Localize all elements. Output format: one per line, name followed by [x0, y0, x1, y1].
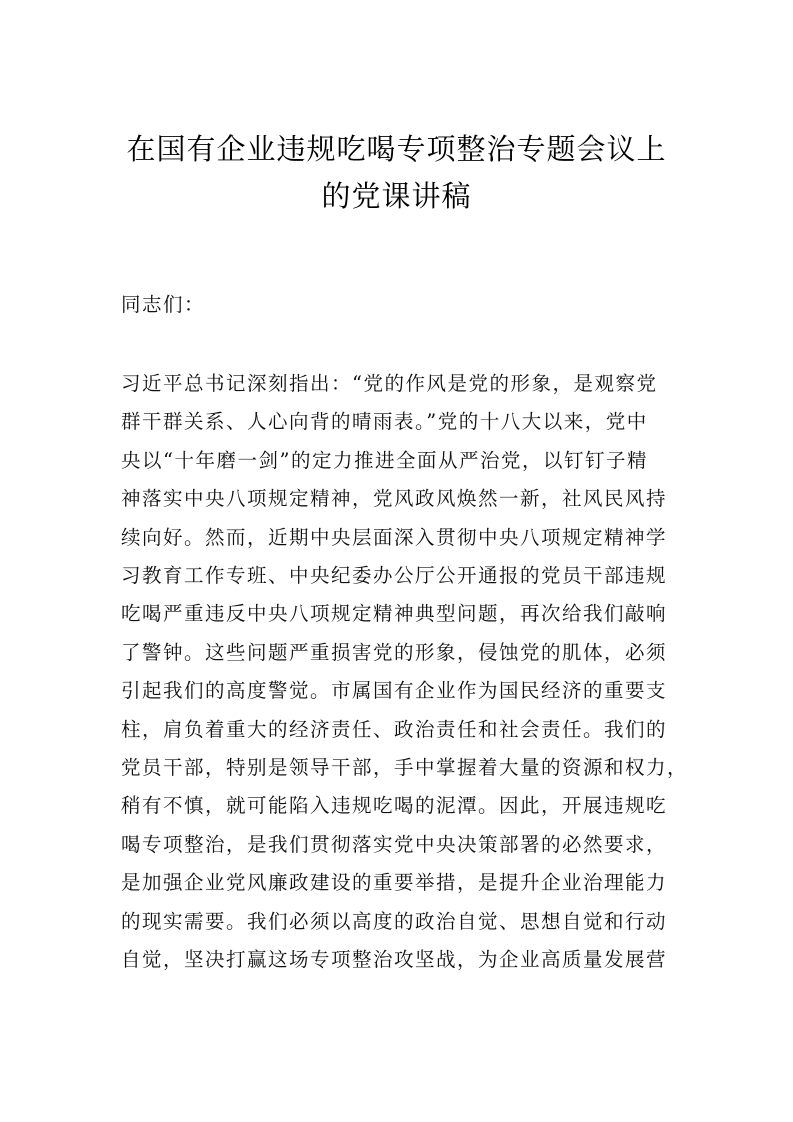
body-line: 稍有不慎，就可能陷入违规吃喝的泥潭。因此，开展违规吃: [121, 794, 668, 818]
body-line: 习近平总书记深刻指出：“党的作风是党的形象，是观察党: [121, 372, 658, 395]
body-line: 自觉，坚决打赢这场专项整治攻坚战，为企业高质量发展营: [121, 948, 668, 972]
body-line: 喝专项整治，是我们贯彻落实党中央决策部署的必然要求，: [121, 832, 668, 856]
body-line: 引起我们的高度警觉。市属国有企业作为国民经济的重要支: [121, 679, 668, 703]
body-line: 吃喝严重违反中央八项规定精神典型问题，再次给我们敲响: [121, 602, 668, 626]
body-line: 央以“十年磨一剑”的定力推进全面从严治党，以钉钉子精: [121, 448, 648, 472]
body-line: 了警钟。这些问题严重损害党的形象，侵蚀党的肌体，必须: [121, 640, 668, 664]
body-line: 的现实需要。我们必须以高度的政治自觉、思想自觉和行动: [121, 909, 668, 933]
body-line: 是加强企业党风廉政建设的重要举措，是提升企业治理能力: [121, 871, 668, 895]
body-line: 续向好。然而，近期中央层面深入贯彻中央八项规定精神学: [121, 525, 668, 549]
body-line: 群干群关系、人心向背的晴雨表。”党的十八大以来，党中: [121, 410, 648, 434]
body-line: 神落实中央八项规定精神，党风政风焕然一新，社风民风持: [121, 487, 668, 511]
document-title: [100, 126, 693, 220]
body-line: 柱，肩负着重大的经济责任、政治责任和社会责任。我们的: [121, 717, 668, 741]
body-line: 党员干部，特别是领导干部，手中掌握着大量的资源和权力，: [121, 756, 689, 780]
salutation: 同志们：: [121, 293, 206, 316]
title-line-1: 在国有企业违规吃喝专项整治专题会议上: [126, 132, 667, 166]
title-line-2: 的党课讲稿: [321, 179, 472, 213]
body-line: 习教育工作专班、中央纪委办公厅公开通报的党员干部违规: [121, 564, 668, 588]
body-paragraph: [121, 365, 689, 980]
